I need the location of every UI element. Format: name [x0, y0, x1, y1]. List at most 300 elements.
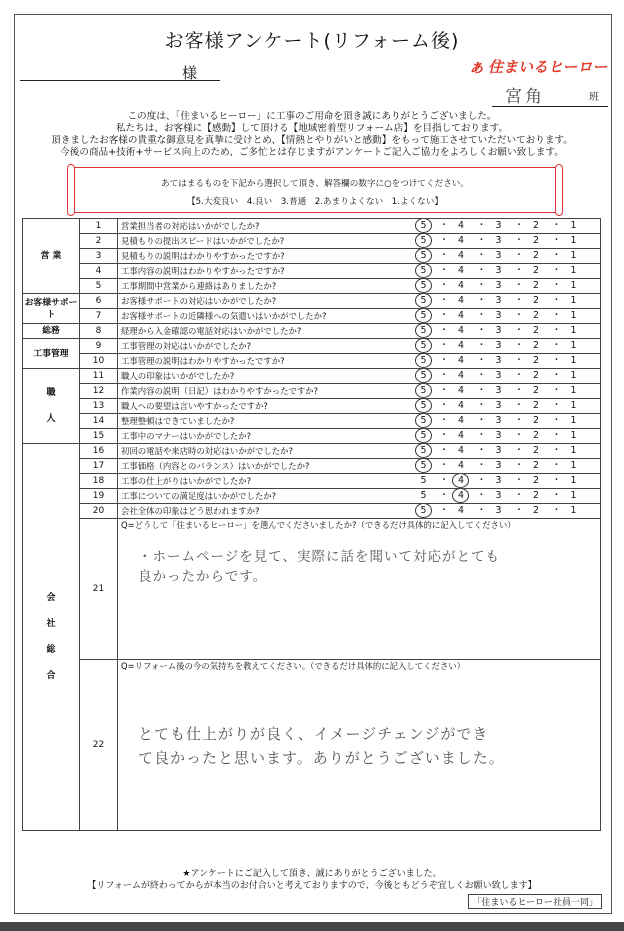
table-row [23, 474, 601, 489]
category-label: 総務 [42, 326, 60, 336]
separator-dot: ・ [551, 505, 562, 516]
separator-dot: ・ [514, 220, 524, 231]
rating-cell [413, 309, 601, 324]
rating-option[interactable]: 1 [570, 460, 577, 471]
rating-option[interactable]: 2 [533, 235, 539, 246]
question-number: 21 [80, 519, 118, 660]
rating-option[interactable]: 4 [458, 250, 464, 261]
table-row [23, 444, 601, 459]
question-number: 10 [80, 354, 118, 369]
bottom-bar [0, 922, 624, 931]
question-number: 13 [80, 399, 118, 414]
separator-dot: ・ [476, 310, 487, 321]
intro-line: 私たちは、お客様に【感動】して頂ける【地域密着型リフォーム店】を目指しております。 [115, 123, 509, 134]
answer-line: 良かったからです。 [138, 569, 268, 585]
rating-option-selected[interactable]: 5 [419, 355, 429, 367]
rating-option-selected[interactable]: 5 [419, 325, 429, 337]
question-text: お客様サポートの近隣様への気遣いはいかがでしたか? [118, 309, 413, 324]
separator-dot: ・ [439, 295, 449, 306]
separator-dot: ・ [514, 295, 524, 306]
rating-option[interactable]: 2 [533, 280, 539, 291]
separator-dot: ・ [514, 490, 524, 501]
rating-option-selected[interactable]: 5 [419, 340, 429, 352]
rating-option[interactable]: 1 [570, 430, 577, 441]
rating-option[interactable]: 1 [570, 250, 577, 261]
handwritten-answer [138, 722, 505, 770]
rating-option[interactable]: 1 [570, 340, 577, 351]
separator-dot: ・ [439, 325, 449, 336]
separator-dot: ・ [551, 460, 562, 471]
rating-option[interactable]: 2 [533, 445, 539, 456]
rating-cell [413, 249, 601, 264]
rating-option[interactable]: 5 [420, 490, 427, 501]
category-label: 営 業 [40, 251, 62, 261]
rating-cell [413, 384, 601, 399]
rating-option[interactable]: 5 [420, 475, 427, 486]
separator-dot: ・ [551, 430, 562, 441]
rating-cell [413, 489, 601, 504]
rating-option[interactable]: 2 [533, 265, 539, 276]
question-text: 工事管理の対応はいかがでしたか? [118, 339, 413, 354]
rating-option[interactable]: 4 [458, 325, 464, 336]
rating-scale [419, 490, 579, 502]
rating-option[interactable]: 2 [533, 220, 539, 231]
category-cell [23, 369, 80, 444]
separator-dot: ・ [551, 475, 562, 486]
category-label: お客様サポート [24, 297, 78, 320]
question-number: 5 [80, 279, 118, 294]
separator-dot: ・ [476, 250, 487, 261]
separator-dot: ・ [439, 340, 449, 351]
separator-dot: ・ [476, 490, 487, 501]
question-number: 12 [80, 384, 118, 399]
answer-line: ・ホームページを見て、実際に話を聞いて対応がとても [138, 549, 500, 565]
rating-cell [413, 474, 601, 489]
rating-option[interactable]: 2 [533, 490, 539, 501]
rating-option[interactable]: 4 [458, 385, 464, 396]
rating-option[interactable]: 2 [533, 340, 539, 351]
free-answer-cell[interactable] [118, 519, 601, 660]
rating-option-selected[interactable]: 5 [419, 280, 429, 292]
rating-option[interactable]: 4 [458, 370, 464, 381]
rating-option[interactable]: 2 [533, 385, 539, 396]
rating-scale [419, 235, 579, 247]
table-row [23, 489, 601, 504]
rating-cell [413, 429, 601, 444]
rating-option[interactable]: 4 [458, 445, 464, 456]
page-title: お客様アンケート(リフォーム後) [164, 30, 460, 52]
answer-line: て良かったと思います。ありがとうございました。 [138, 749, 505, 767]
separator-dot: ・ [439, 445, 449, 456]
rating-option[interactable]: 4 [458, 355, 464, 366]
question-text: 工事内容の説明はわかりやすかったですか? [118, 264, 413, 279]
rating-option[interactable]: 1 [570, 220, 577, 231]
separator-dot: ・ [439, 430, 449, 441]
question-text: 工事管理の説明はわかりやすかったですか? [118, 354, 413, 369]
separator-dot: ・ [476, 430, 487, 441]
rating-option[interactable]: 3 [495, 460, 502, 471]
rating-option[interactable]: 4 [458, 400, 464, 411]
rating-scale [419, 460, 579, 472]
rating-cell [413, 369, 601, 384]
rating-option[interactable]: 2 [533, 295, 539, 306]
question-number: 14 [80, 414, 118, 429]
rating-option[interactable]: 3 [495, 355, 502, 366]
category-label: 人 [46, 414, 56, 424]
separator-dot: ・ [476, 355, 487, 366]
rating-option-selected[interactable]: 5 [419, 295, 429, 307]
rating-option[interactable]: 1 [570, 325, 577, 336]
separator-dot: ・ [476, 505, 487, 516]
rating-option[interactable]: 1 [570, 415, 577, 426]
separator-dot: ・ [476, 295, 487, 306]
rating-option[interactable]: 2 [533, 430, 539, 441]
category-cell [23, 219, 80, 294]
table-row [23, 354, 601, 369]
rating-scale [419, 385, 579, 397]
rating-option[interactable]: 2 [533, 310, 539, 321]
logo-text: 住まいるヒーロー [488, 58, 608, 76]
footer-line: 【リフォームが終わってからが本当のお付合いと考えておりますので、今後ともどうぞ宜しくお願い致します】 [87, 881, 537, 891]
rating-option[interactable]: 3 [495, 505, 502, 516]
question-text: 工事についての満足度はいかがでしたか? [118, 489, 413, 504]
question-text: 工事の仕上がりはいかがでしたか? [118, 474, 413, 489]
separator-dot: ・ [476, 445, 487, 456]
table-row [23, 309, 601, 324]
rating-option-selected[interactable]: 5 [419, 400, 429, 412]
customer-honorific: 様 [182, 64, 198, 82]
separator-dot: ・ [476, 280, 487, 291]
separator-dot: ・ [551, 250, 562, 261]
separator-dot: ・ [514, 310, 524, 321]
intro-line: この度は、「住まいるヒーロー」に工事のご用命を頂き誠にありがとうございました。 [127, 111, 497, 122]
rating-scale [419, 505, 579, 517]
rating-option[interactable]: 3 [495, 265, 502, 276]
rating-option-selected[interactable]: 5 [419, 235, 429, 247]
rating-cell [413, 264, 601, 279]
table-row [23, 339, 601, 354]
footer-message [14, 868, 610, 892]
rating-scale [419, 250, 579, 262]
separator-dot: ・ [551, 490, 562, 501]
question-text: 会社全体の印象はどう思われますか? [118, 504, 413, 519]
question-table [22, 218, 601, 831]
rating-cell [413, 399, 601, 414]
separator-dot: ・ [514, 430, 524, 441]
rating-option[interactable]: 4 [458, 220, 464, 231]
rating-option[interactable]: 1 [570, 310, 577, 321]
rating-option[interactable]: 3 [495, 490, 502, 501]
separator-dot: ・ [439, 475, 449, 486]
question-text: 営業担当者の対応はいかがでしたか? [118, 219, 413, 234]
rating-option-selected[interactable]: 5 [419, 250, 429, 262]
rating-option[interactable]: 1 [570, 400, 577, 411]
rating-option[interactable]: 2 [533, 475, 539, 486]
separator-dot: ・ [514, 340, 524, 351]
rating-option-selected[interactable]: 4 [456, 475, 466, 487]
rating-option[interactable]: 1 [570, 280, 577, 291]
rating-option[interactable]: 3 [495, 250, 502, 261]
staff-suffix: 班 [589, 92, 599, 103]
separator-dot: ・ [476, 460, 487, 471]
separator-dot: ・ [514, 250, 524, 261]
rating-option-selected[interactable]: 5 [419, 370, 429, 382]
rating-option[interactable]: 2 [533, 250, 539, 261]
separator-dot: ・ [476, 235, 487, 246]
separator-dot: ・ [551, 445, 562, 456]
separator-dot: ・ [476, 370, 487, 381]
table-row [23, 219, 601, 234]
separator-dot: ・ [514, 280, 524, 291]
question-text: 初回の電話や来店時の対応はいかがでしたか? [118, 444, 413, 459]
rating-option[interactable]: 1 [570, 445, 577, 456]
staff-name: 宮角 [505, 87, 545, 107]
rating-option[interactable]: 3 [495, 295, 502, 306]
question-number: 18 [80, 474, 118, 489]
rating-option[interactable]: 1 [570, 370, 577, 381]
rating-scale [419, 430, 579, 442]
separator-dot: ・ [551, 280, 562, 291]
rating-option[interactable]: 4 [458, 280, 464, 291]
rating-option[interactable]: 3 [495, 475, 502, 486]
rating-option[interactable]: 4 [458, 505, 464, 516]
rating-scale [419, 370, 579, 382]
category-cell [23, 324, 80, 339]
intro-line: 頂きましたお客様の貴重な御意見を真摯に受けとめ、【情熱とやりがいと感動】をもって施工させていただいております。 [51, 135, 573, 146]
rating-scale [419, 340, 579, 352]
separator-dot: ・ [514, 475, 524, 486]
rating-option-selected[interactable]: 5 [419, 385, 429, 397]
rating-cell [413, 234, 601, 249]
rating-option[interactable]: 3 [495, 220, 502, 231]
instruction-scroll [70, 167, 560, 213]
rating-option-selected[interactable]: 5 [419, 460, 429, 472]
handwritten-answer [138, 547, 500, 587]
separator-dot: ・ [476, 220, 487, 231]
question-number: 4 [80, 264, 118, 279]
rating-option[interactable]: 2 [533, 370, 539, 381]
free-question: Q=リフォーム後の今の気持ちを教えてください。（できるだけ具体的に記入してください） [121, 661, 465, 671]
rating-option[interactable]: 1 [570, 355, 577, 366]
separator-dot: ・ [551, 370, 562, 381]
separator-dot: ・ [551, 265, 562, 276]
question-number: 3 [80, 249, 118, 264]
rating-option[interactable]: 4 [458, 235, 464, 246]
rating-option[interactable]: 2 [533, 400, 539, 411]
answer-line: とても仕上がりが良く、イメージチェンジができ [138, 725, 489, 743]
rating-scale [419, 265, 579, 277]
rating-option[interactable]: 3 [495, 280, 502, 291]
rating-cell [413, 459, 601, 474]
rating-option[interactable]: 3 [495, 415, 502, 426]
rating-option-selected[interactable]: 5 [419, 310, 429, 322]
table-row [23, 660, 601, 831]
rating-option[interactable]: 2 [533, 355, 539, 366]
rating-option[interactable]: 3 [495, 385, 502, 396]
question-number: 7 [80, 309, 118, 324]
rating-option-selected[interactable]: 5 [419, 445, 429, 457]
category-label: 総 [46, 645, 56, 655]
separator-dot: ・ [439, 355, 449, 366]
rating-option[interactable]: 4 [458, 310, 464, 321]
rating-option[interactable]: 2 [533, 505, 539, 516]
rating-option[interactable]: 1 [570, 475, 577, 486]
question-number: 20 [80, 504, 118, 519]
table-row [23, 384, 601, 399]
rating-cell [413, 339, 601, 354]
question-text: 職人の印象はいかがでしたか? [118, 369, 413, 384]
rating-option[interactable]: 3 [495, 370, 502, 381]
rating-option[interactable]: 3 [495, 235, 502, 246]
question-number: 16 [80, 444, 118, 459]
rating-cell [413, 294, 601, 309]
question-text: 工事価格（内容とのバランス）はいかがでしたか? [118, 459, 413, 474]
category-label: 工事管理 [33, 348, 69, 359]
separator-dot: ・ [439, 265, 449, 276]
separator-dot: ・ [439, 385, 449, 396]
separator-dot: ・ [551, 415, 562, 426]
separator-dot: ・ [439, 250, 449, 261]
free-question: Q=どうして「住まいるヒーロー」を選んでくださいましたか?（できるだけ具体的に記入してください） [121, 520, 516, 530]
rating-option[interactable]: 1 [570, 235, 577, 246]
rating-scale [419, 475, 579, 487]
rating-option[interactable]: 4 [458, 415, 464, 426]
rating-option[interactable]: 3 [495, 400, 502, 411]
category-label: 社 [46, 619, 56, 629]
category-label: 会 [46, 593, 56, 603]
rating-option[interactable]: 3 [495, 340, 502, 351]
rating-option[interactable]: 4 [458, 265, 464, 276]
question-number: 17 [80, 459, 118, 474]
separator-dot: ・ [551, 220, 562, 231]
question-text: 作業内容の説明（日記）はわかりやすかったですか? [118, 384, 413, 399]
separator-dot: ・ [551, 355, 562, 366]
rating-option-selected[interactable]: 5 [419, 220, 429, 232]
table-row [23, 279, 601, 294]
table-row [23, 249, 601, 264]
rating-scale [419, 415, 579, 427]
rating-scale [419, 295, 579, 307]
rating-cell [413, 219, 601, 234]
rating-scale [419, 325, 579, 337]
category-label: 職 [46, 388, 56, 398]
rating-cell [413, 354, 601, 369]
separator-dot: ・ [439, 490, 449, 501]
rating-option-selected[interactable]: 5 [419, 505, 429, 517]
category-cell [23, 444, 80, 831]
rating-option-selected[interactable]: 5 [419, 265, 429, 277]
instruction-text: あてはまるものを下記から選択して頂き、解答欄の数字に○をつけてください。 [161, 179, 469, 189]
separator-dot: ・ [551, 385, 562, 396]
separator-dot: ・ [514, 460, 524, 471]
question-text: 工事期間中営業から連絡はありましたか? [118, 279, 413, 294]
rating-option[interactable]: 3 [495, 445, 502, 456]
separator-dot: ・ [514, 445, 524, 456]
rating-option[interactable]: 1 [570, 385, 577, 396]
category-cell [23, 294, 80, 324]
rating-scale [419, 355, 579, 367]
rating-option[interactable]: 3 [495, 325, 502, 336]
table-row [23, 294, 601, 309]
separator-dot: ・ [439, 235, 449, 246]
table-row [23, 399, 601, 414]
question-number: 8 [80, 324, 118, 339]
question-number: 6 [80, 294, 118, 309]
rating-option[interactable]: 1 [570, 505, 577, 516]
rating-legend: 【5.大変良い 4.良い 3.普通 2.あまりよくない 1.よくない】 [187, 197, 443, 207]
footer-line: ★アンケートにご記入して頂き、誠にありがとうございました。 [182, 869, 442, 879]
question-text: 工事中のマナーはいかがでしたか? [118, 429, 413, 444]
staff-name-line [492, 106, 608, 107]
logo-mark-icon: ぁ [468, 57, 485, 77]
rating-option[interactable]: 4 [458, 295, 464, 306]
rating-option[interactable]: 4 [458, 460, 464, 471]
question-number: 22 [80, 660, 118, 831]
separator-dot: ・ [514, 355, 524, 366]
question-number: 2 [80, 234, 118, 249]
separator-dot: ・ [514, 400, 524, 411]
separator-dot: ・ [476, 400, 487, 411]
rating-option-selected[interactable]: 5 [419, 430, 429, 442]
rating-option[interactable]: 3 [495, 310, 502, 321]
separator-dot: ・ [551, 295, 562, 306]
rating-option-selected[interactable]: 5 [419, 415, 429, 427]
separator-dot: ・ [439, 505, 449, 516]
table-row [23, 459, 601, 474]
separator-dot: ・ [439, 280, 449, 291]
table-row [23, 414, 601, 429]
rating-option[interactable]: 3 [495, 430, 502, 441]
question-number: 9 [80, 339, 118, 354]
rating-scale [419, 280, 579, 292]
separator-dot: ・ [514, 265, 524, 276]
rating-option[interactable]: 2 [533, 415, 539, 426]
rating-scale [419, 445, 579, 457]
separator-dot: ・ [514, 415, 524, 426]
rating-option[interactable]: 4 [458, 340, 464, 351]
separator-dot: ・ [476, 325, 487, 336]
table-row [23, 429, 601, 444]
separator-dot: ・ [439, 400, 449, 411]
rating-cell [413, 279, 601, 294]
separator-dot: ・ [439, 370, 449, 381]
rating-cell [413, 504, 601, 519]
separator-dot: ・ [476, 385, 487, 396]
rating-option[interactable]: 1 [570, 490, 577, 501]
table-row [23, 264, 601, 279]
question-text: 見積もりの提出スピードはいかがでしたか? [118, 234, 413, 249]
rating-option[interactable]: 1 [570, 265, 577, 276]
question-number: 15 [80, 429, 118, 444]
category-cell [23, 339, 80, 369]
rating-cell [413, 414, 601, 429]
separator-dot: ・ [551, 235, 562, 246]
rating-option[interactable]: 4 [458, 430, 464, 441]
free-answer-cell[interactable] [118, 660, 601, 831]
separator-dot: ・ [551, 400, 562, 411]
separator-dot: ・ [514, 235, 524, 246]
footer-signature: 「住まいるヒーロー社員一同」 [468, 894, 602, 909]
table-row [23, 234, 601, 249]
rating-option-selected[interactable]: 4 [456, 490, 466, 502]
table-row [23, 324, 601, 339]
separator-dot: ・ [514, 385, 524, 396]
rating-option[interactable]: 2 [533, 325, 539, 336]
rating-option[interactable]: 2 [533, 460, 539, 471]
separator-dot: ・ [514, 325, 524, 336]
rating-option[interactable]: 1 [570, 295, 577, 306]
company-logo [468, 52, 607, 77]
